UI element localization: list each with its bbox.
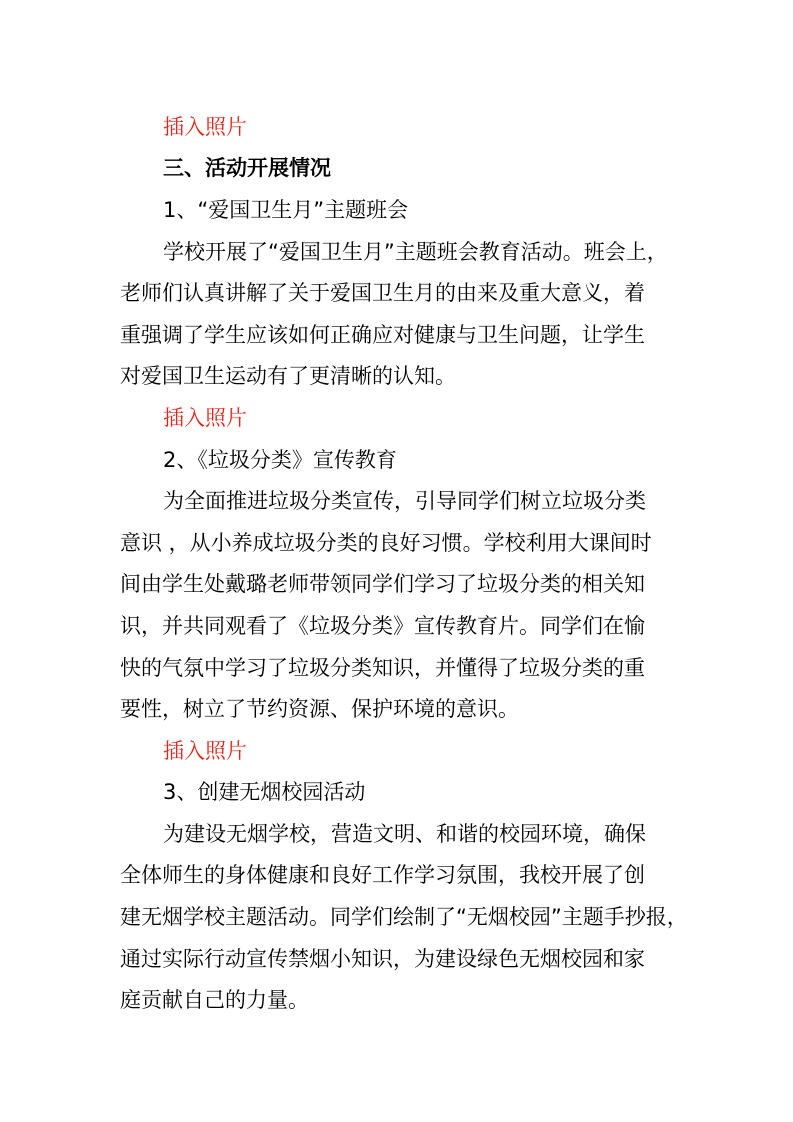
paragraph-line: 快的气氛中学习了垃圾分类知识，并懂得了垃圾分类的重 bbox=[120, 656, 645, 680]
paragraph-line: 重强调了学生应该如何正确应对健康与卫生问题，让学生 bbox=[120, 323, 645, 347]
paragraph-line: 识，并共同观看了《垃圾分类》宣传教育片。同学们在愉 bbox=[120, 614, 645, 638]
item-title: 2、《垃圾分类》宣传教育 bbox=[163, 448, 397, 472]
paragraph-line: 要性，树立了节约资源、保护环境的意识。 bbox=[120, 697, 519, 721]
paragraph-line: 全体师生的身体健康和良好工作学习氛围，我校开展了创 bbox=[120, 863, 645, 887]
paragraph-line: 意识 ，从小养成垃圾分类的良好习惯。学校利用大课间时 bbox=[120, 531, 652, 555]
paragraph-line: 间由学生处戴璐老师带领同学们学习了垃圾分类的相关知 bbox=[120, 572, 645, 596]
paragraph-line: 为建设无烟学校，营造文明、和谐的校园环境，确保 bbox=[163, 822, 646, 846]
paragraph-line: 学校开展了“爱国卫生月”主题班会教育活动。班会上， bbox=[163, 240, 668, 264]
paragraph-line: 建无烟学校主题活动。同学们绘制了“无烟校园”主题手抄报， bbox=[120, 905, 688, 929]
paragraph-line: 通过实际行动宣传禁烟小知识，为建设绿色无烟校园和家 bbox=[120, 947, 645, 971]
photo-placeholder: 插入照片 bbox=[163, 115, 247, 139]
photo-placeholder: 插入照片 bbox=[163, 739, 247, 763]
section-heading: 三、活动开展情况 bbox=[163, 156, 331, 180]
photo-placeholder: 插入照片 bbox=[163, 406, 247, 430]
paragraph-line: 对爱国卫生运动有了更清晰的认知。 bbox=[120, 364, 456, 388]
paragraph-line: 庭贡献自己的力量。 bbox=[120, 988, 309, 1012]
item-title: 3、创建无烟校园活动 bbox=[163, 780, 366, 804]
paragraph-line: 老师们认真讲解了关于爱国卫生月的由来及重大意义，着 bbox=[120, 281, 645, 305]
item-title: 1、“爱国卫生月”主题班会 bbox=[163, 198, 409, 222]
paragraph-line: 为全面推进垃圾分类宣传，引导同学们树立垃圾分类 bbox=[163, 489, 646, 513]
